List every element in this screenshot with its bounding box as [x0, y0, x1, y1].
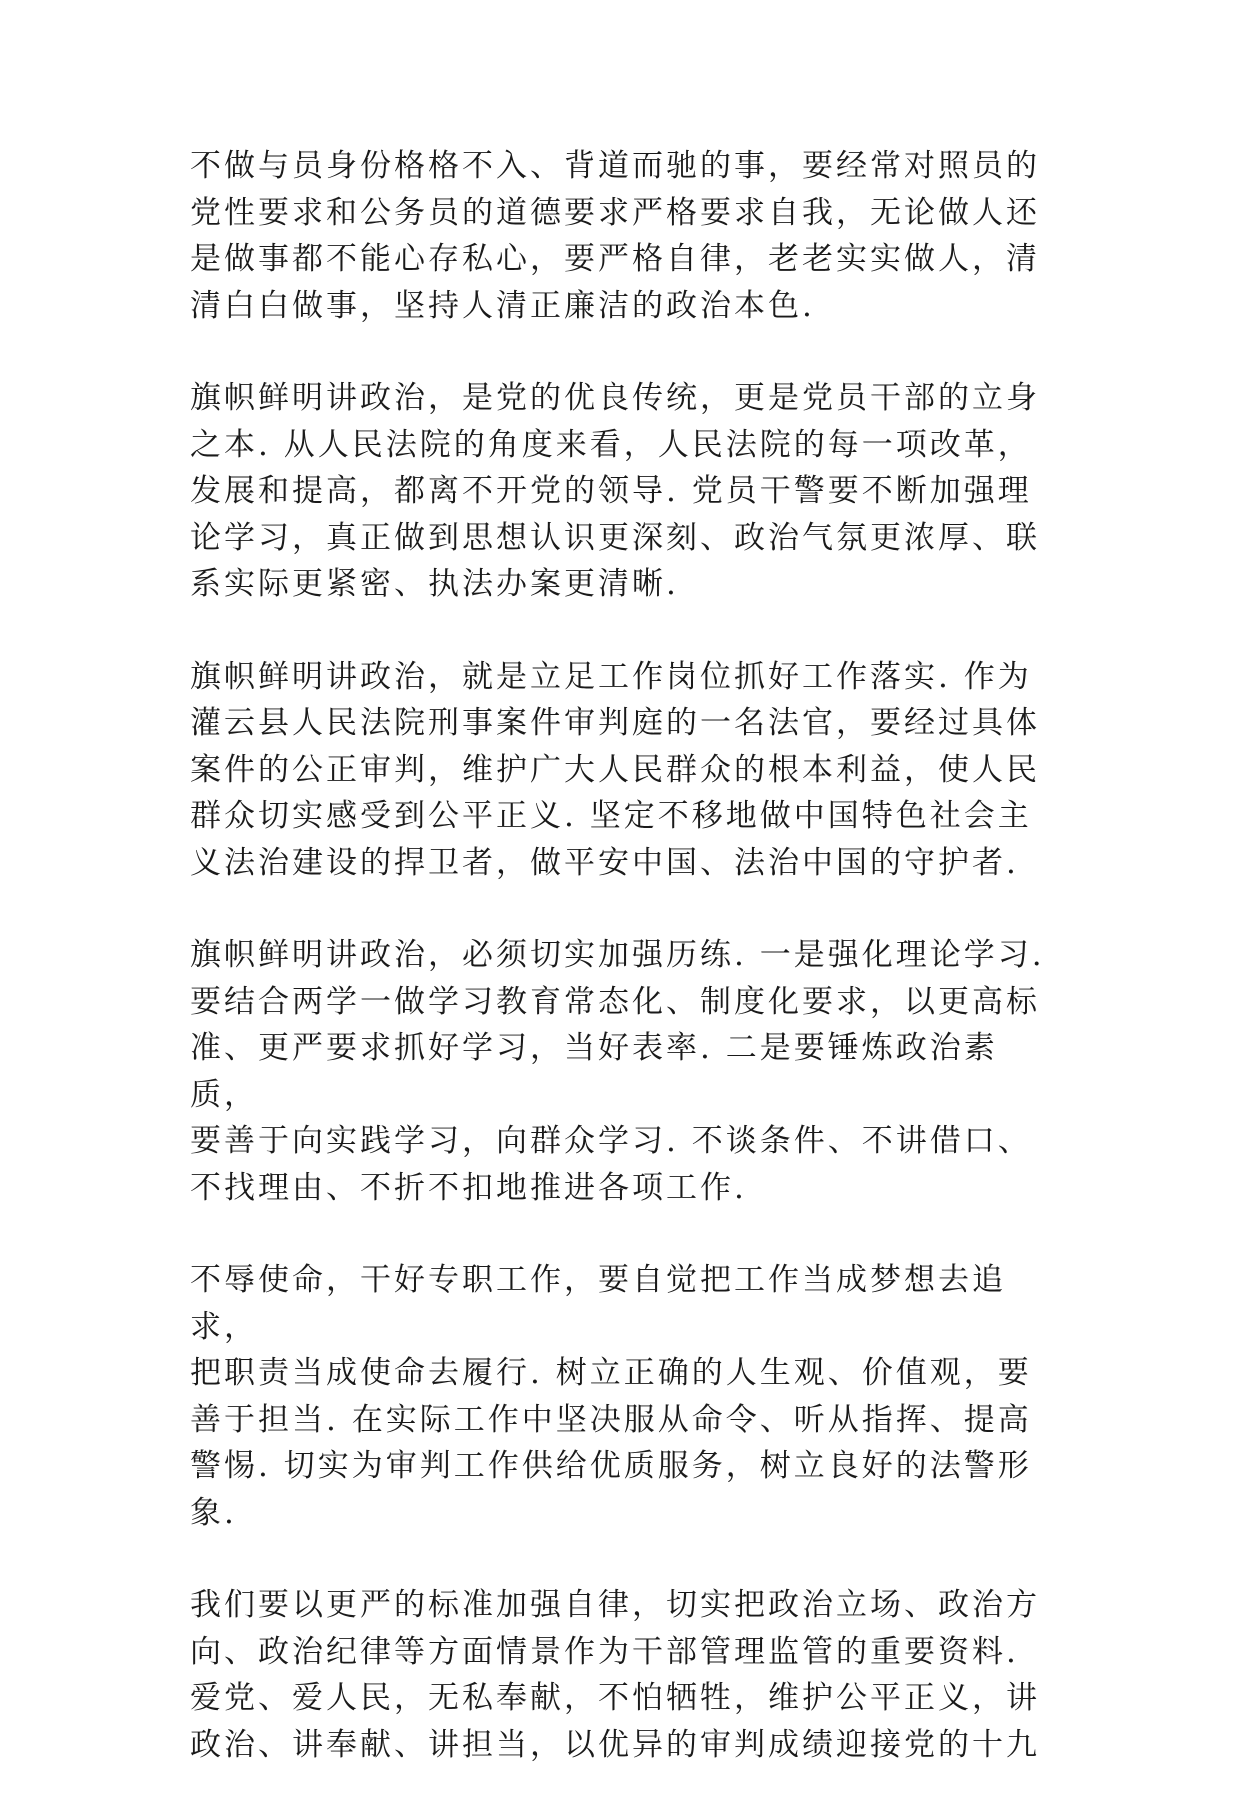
paragraph-4: 旗帜鲜明讲政治，必须切实加强历练. 一是强化理论学习. 要结合两学一做学习教育常态化、制度化要求，以更高标 准、更严要求抓好学习，当好表率. 二是要锤炼政治素质， 要善于向实践学习，向群众学习. 不谈条件、不讲借口、 不找理由、不折不扣地推进各项工作.: [190, 937, 1045, 1206]
paragraph-6: 我们要以更严的标准加强自律，切实把政治立场、政治方 向、政治纪律等方面情景作为干部管理监管的重要资料. 爱党、爱人民，无私奉献，不怕牺牲，维护公平正义，讲 政治、讲奉献、讲担当，以优异的审判成绩迎接党的十九: [190, 1587, 1040, 1763]
document-body: [190, 143, 1050, 1814]
paragraph-5: 不辱使命，干好专职工作，要自觉把工作当成梦想去追求， 把职责当成使命去履行. 树立正确的人生观、价值观，要 善于担当. 在实际工作中坚决服从命令、听从指挥、提高 警惕. 切实为审判工作供给优质服务，树立良好的法警形 象.: [190, 1262, 1032, 1531]
paragraph-2: 旗帜鲜明讲政治，是党的优良传统，更是党员干部的立身 之本. 从人民法院的角度来看，人民法院的每一项改革， 发展和提高，都离不开党的领导. 党员干警要不断加强理 论学习，真正做到思想认识更深刻、政治气氛更浓厚、联 系实际更紧密、执法办案更清晰.: [190, 380, 1040, 602]
paragraph-3: 旗帜鲜明讲政治，就是立足工作岗位抓好工作落实. 作为 灌云县人民法院刑事案件审判庭的一名法官，要经过具体 案件的公正审判，维护广大人民群众的根本利益，使人民 群众切实感受到公平正义. 坚定不移地做中国特色社会主 义法治建设的捍卫者，做平安中国、法治中国的守护者.: [190, 658, 1040, 881]
paragraph-1: 不做与员身份格格不入、背道而驰的事，要经常对照员的 党性要求和公务员的道德要求严格要求自我，无论做人还 是做事都不能心存私心，要严格自律，老老实实做人，清 清白白做事，坚持人清正廉洁的政治本色.: [190, 148, 1040, 324]
